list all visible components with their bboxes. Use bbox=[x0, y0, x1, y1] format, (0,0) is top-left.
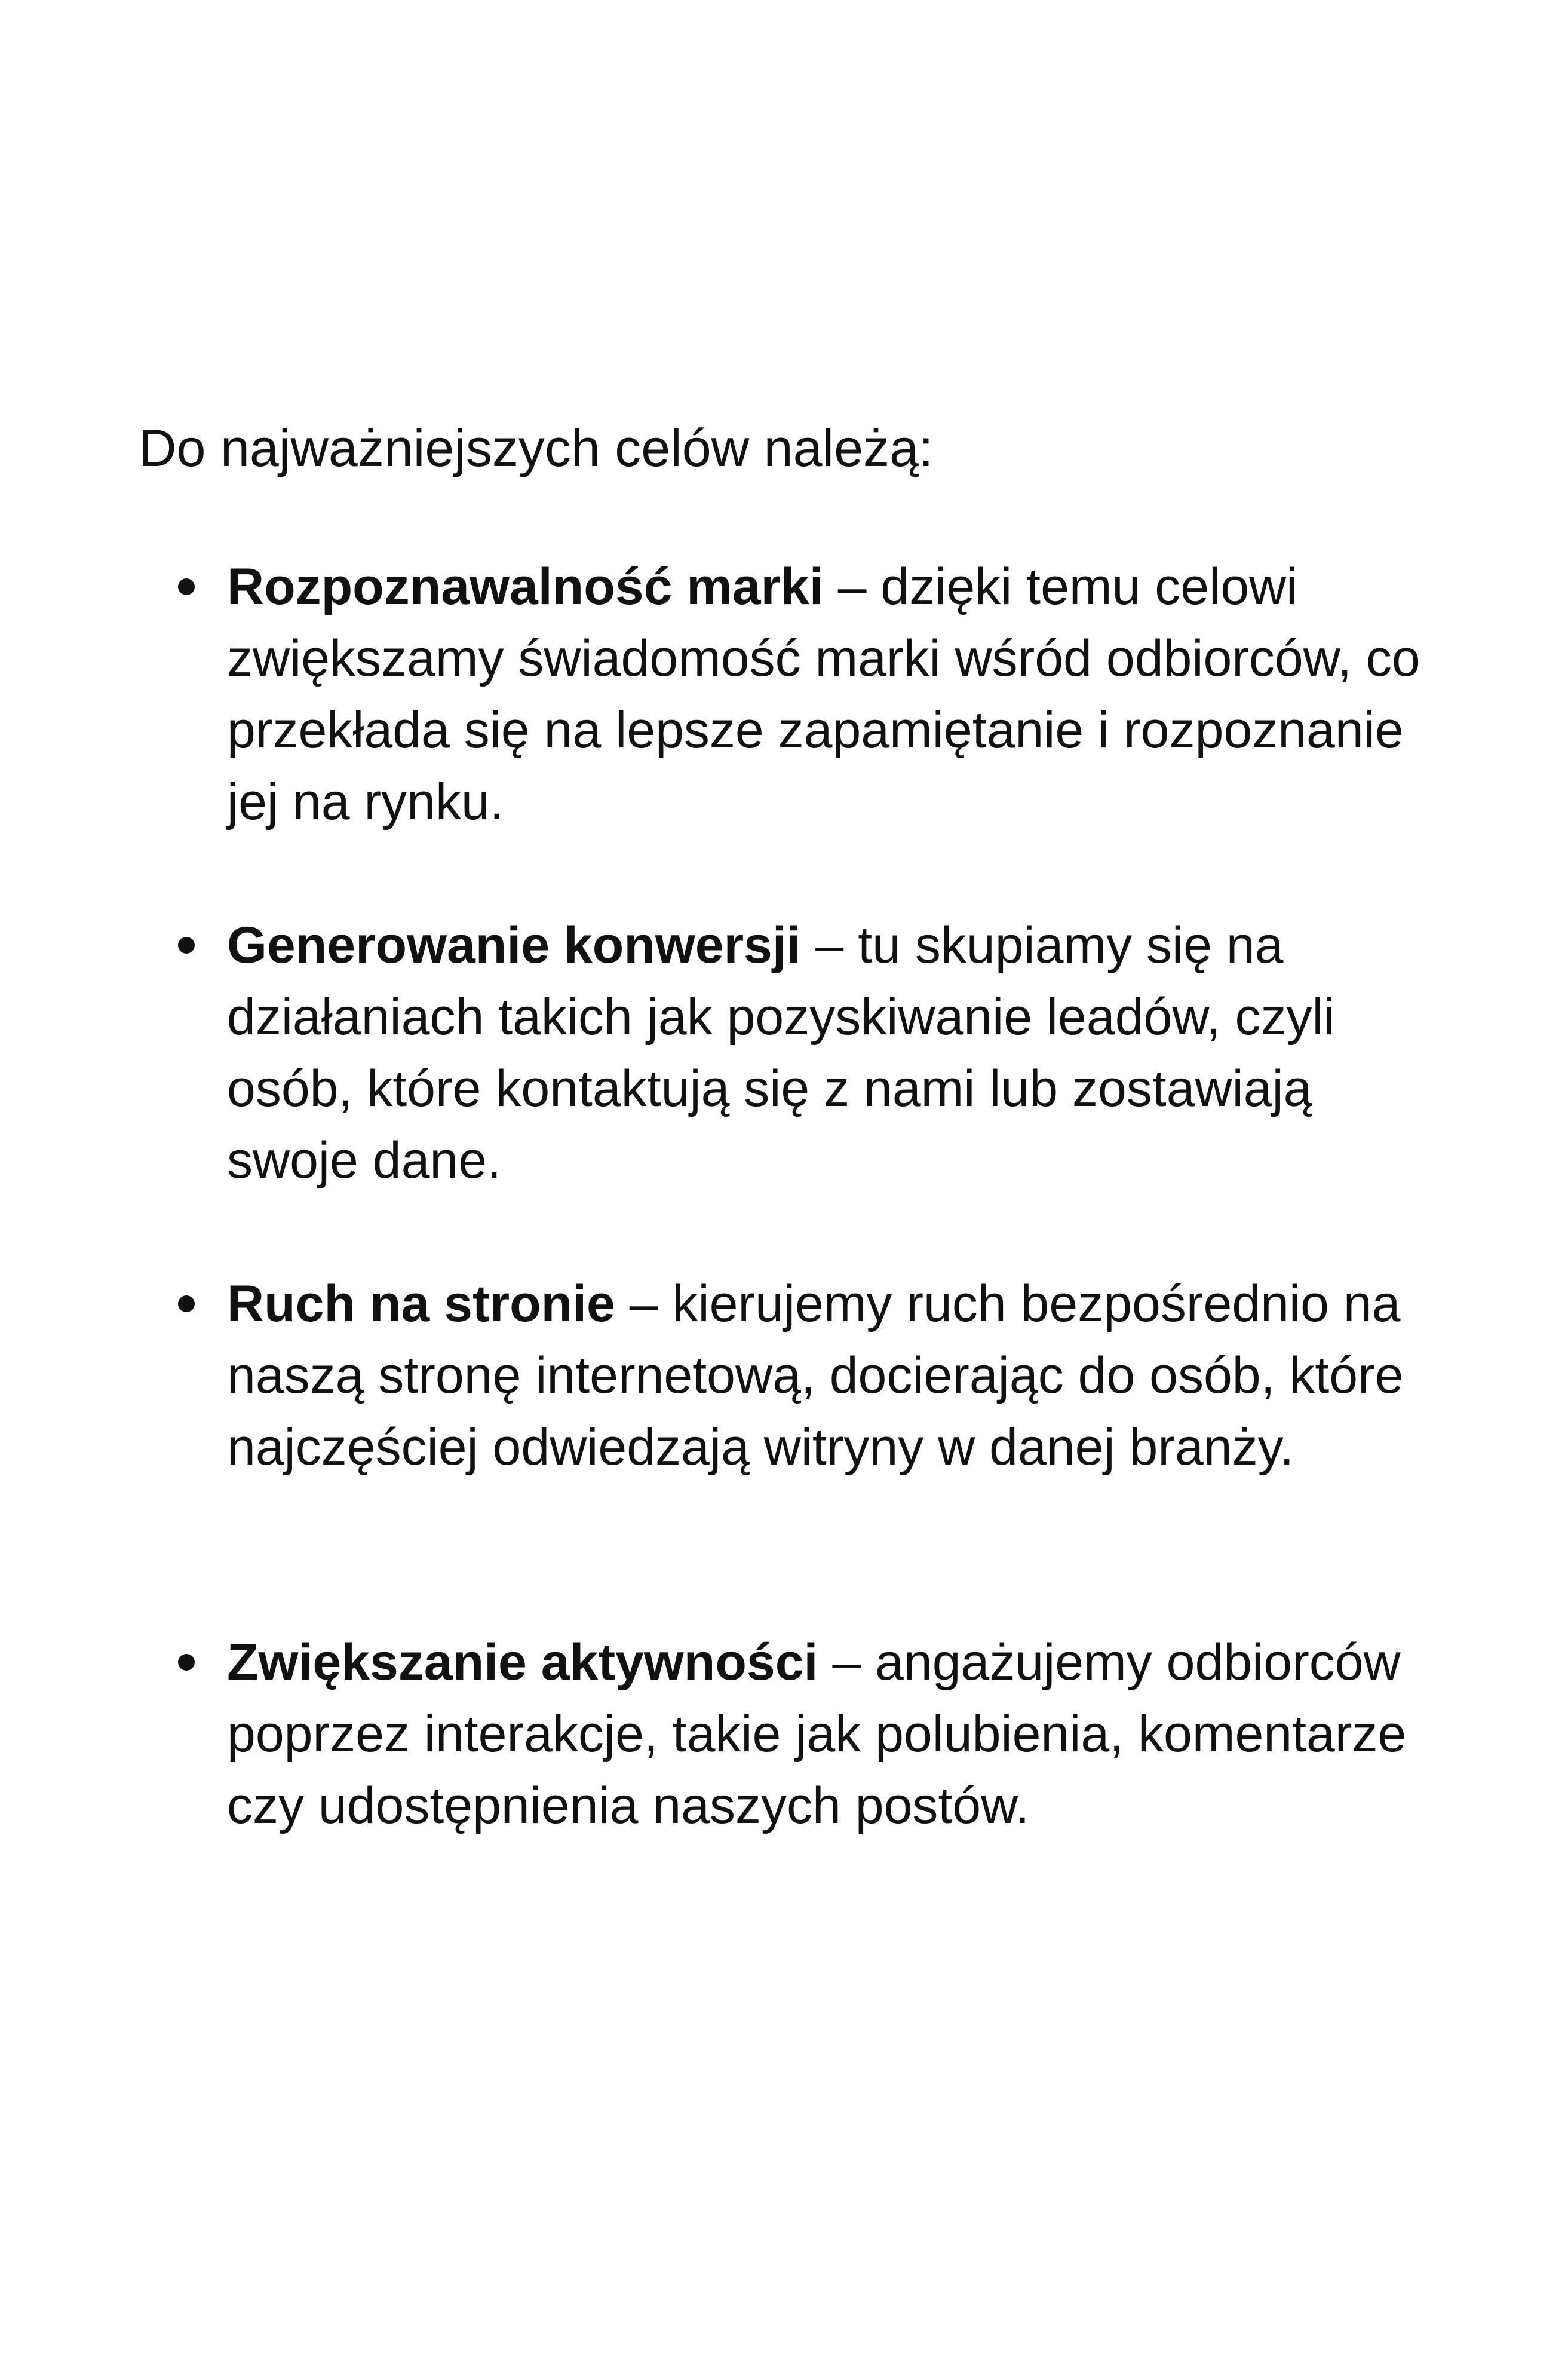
intro-text: Do najważniejszych celów należą: bbox=[139, 418, 934, 477]
list-item bbox=[227, 1626, 1446, 1842]
goal-description: – angażujemy odbiorców poprzez interakcje, takie jak polubienia, komentarze czy udostępnienia naszych postów. bbox=[227, 1634, 1407, 1834]
list-item-text bbox=[227, 1626, 1446, 1842]
goal-term: Zwiększanie aktywności bbox=[227, 1634, 818, 1691]
list-item-text bbox=[227, 909, 1446, 1196]
goal-description: – tu skupiamy się na działaniach takich jak pozyskiwanie leadów, czyli osób, które kontaktują się z nami lub zostawiają swoje dane. bbox=[227, 917, 1335, 1189]
list-item-text bbox=[227, 1268, 1446, 1483]
bullet-icon bbox=[178, 1654, 195, 1671]
goal-term: Ruch na stronie bbox=[227, 1275, 615, 1332]
bullet-icon bbox=[178, 1295, 195, 1312]
goal-description: – dzięki temu celowi zwiększamy świadomość marki wśród odbiorców, co przekłada się na lepsze zapamiętanie i rozpoznanie jej na rynku. bbox=[227, 558, 1420, 831]
list-item bbox=[227, 551, 1446, 838]
list-item-text bbox=[227, 551, 1446, 838]
list-item bbox=[227, 909, 1446, 1196]
goal-term: Rozpoznawalność marki bbox=[227, 558, 824, 615]
list-item bbox=[227, 1268, 1446, 1483]
goal-term: Generowanie konwersji bbox=[227, 917, 801, 974]
bullet-icon bbox=[178, 578, 195, 595]
goal-description: – kierujemy ruch bezpośrednio na naszą stronę internetową, docierając do osób, które najczęściej odwiedzają witryny w danej branży. bbox=[227, 1275, 1404, 1476]
bullet-icon bbox=[178, 937, 195, 954]
